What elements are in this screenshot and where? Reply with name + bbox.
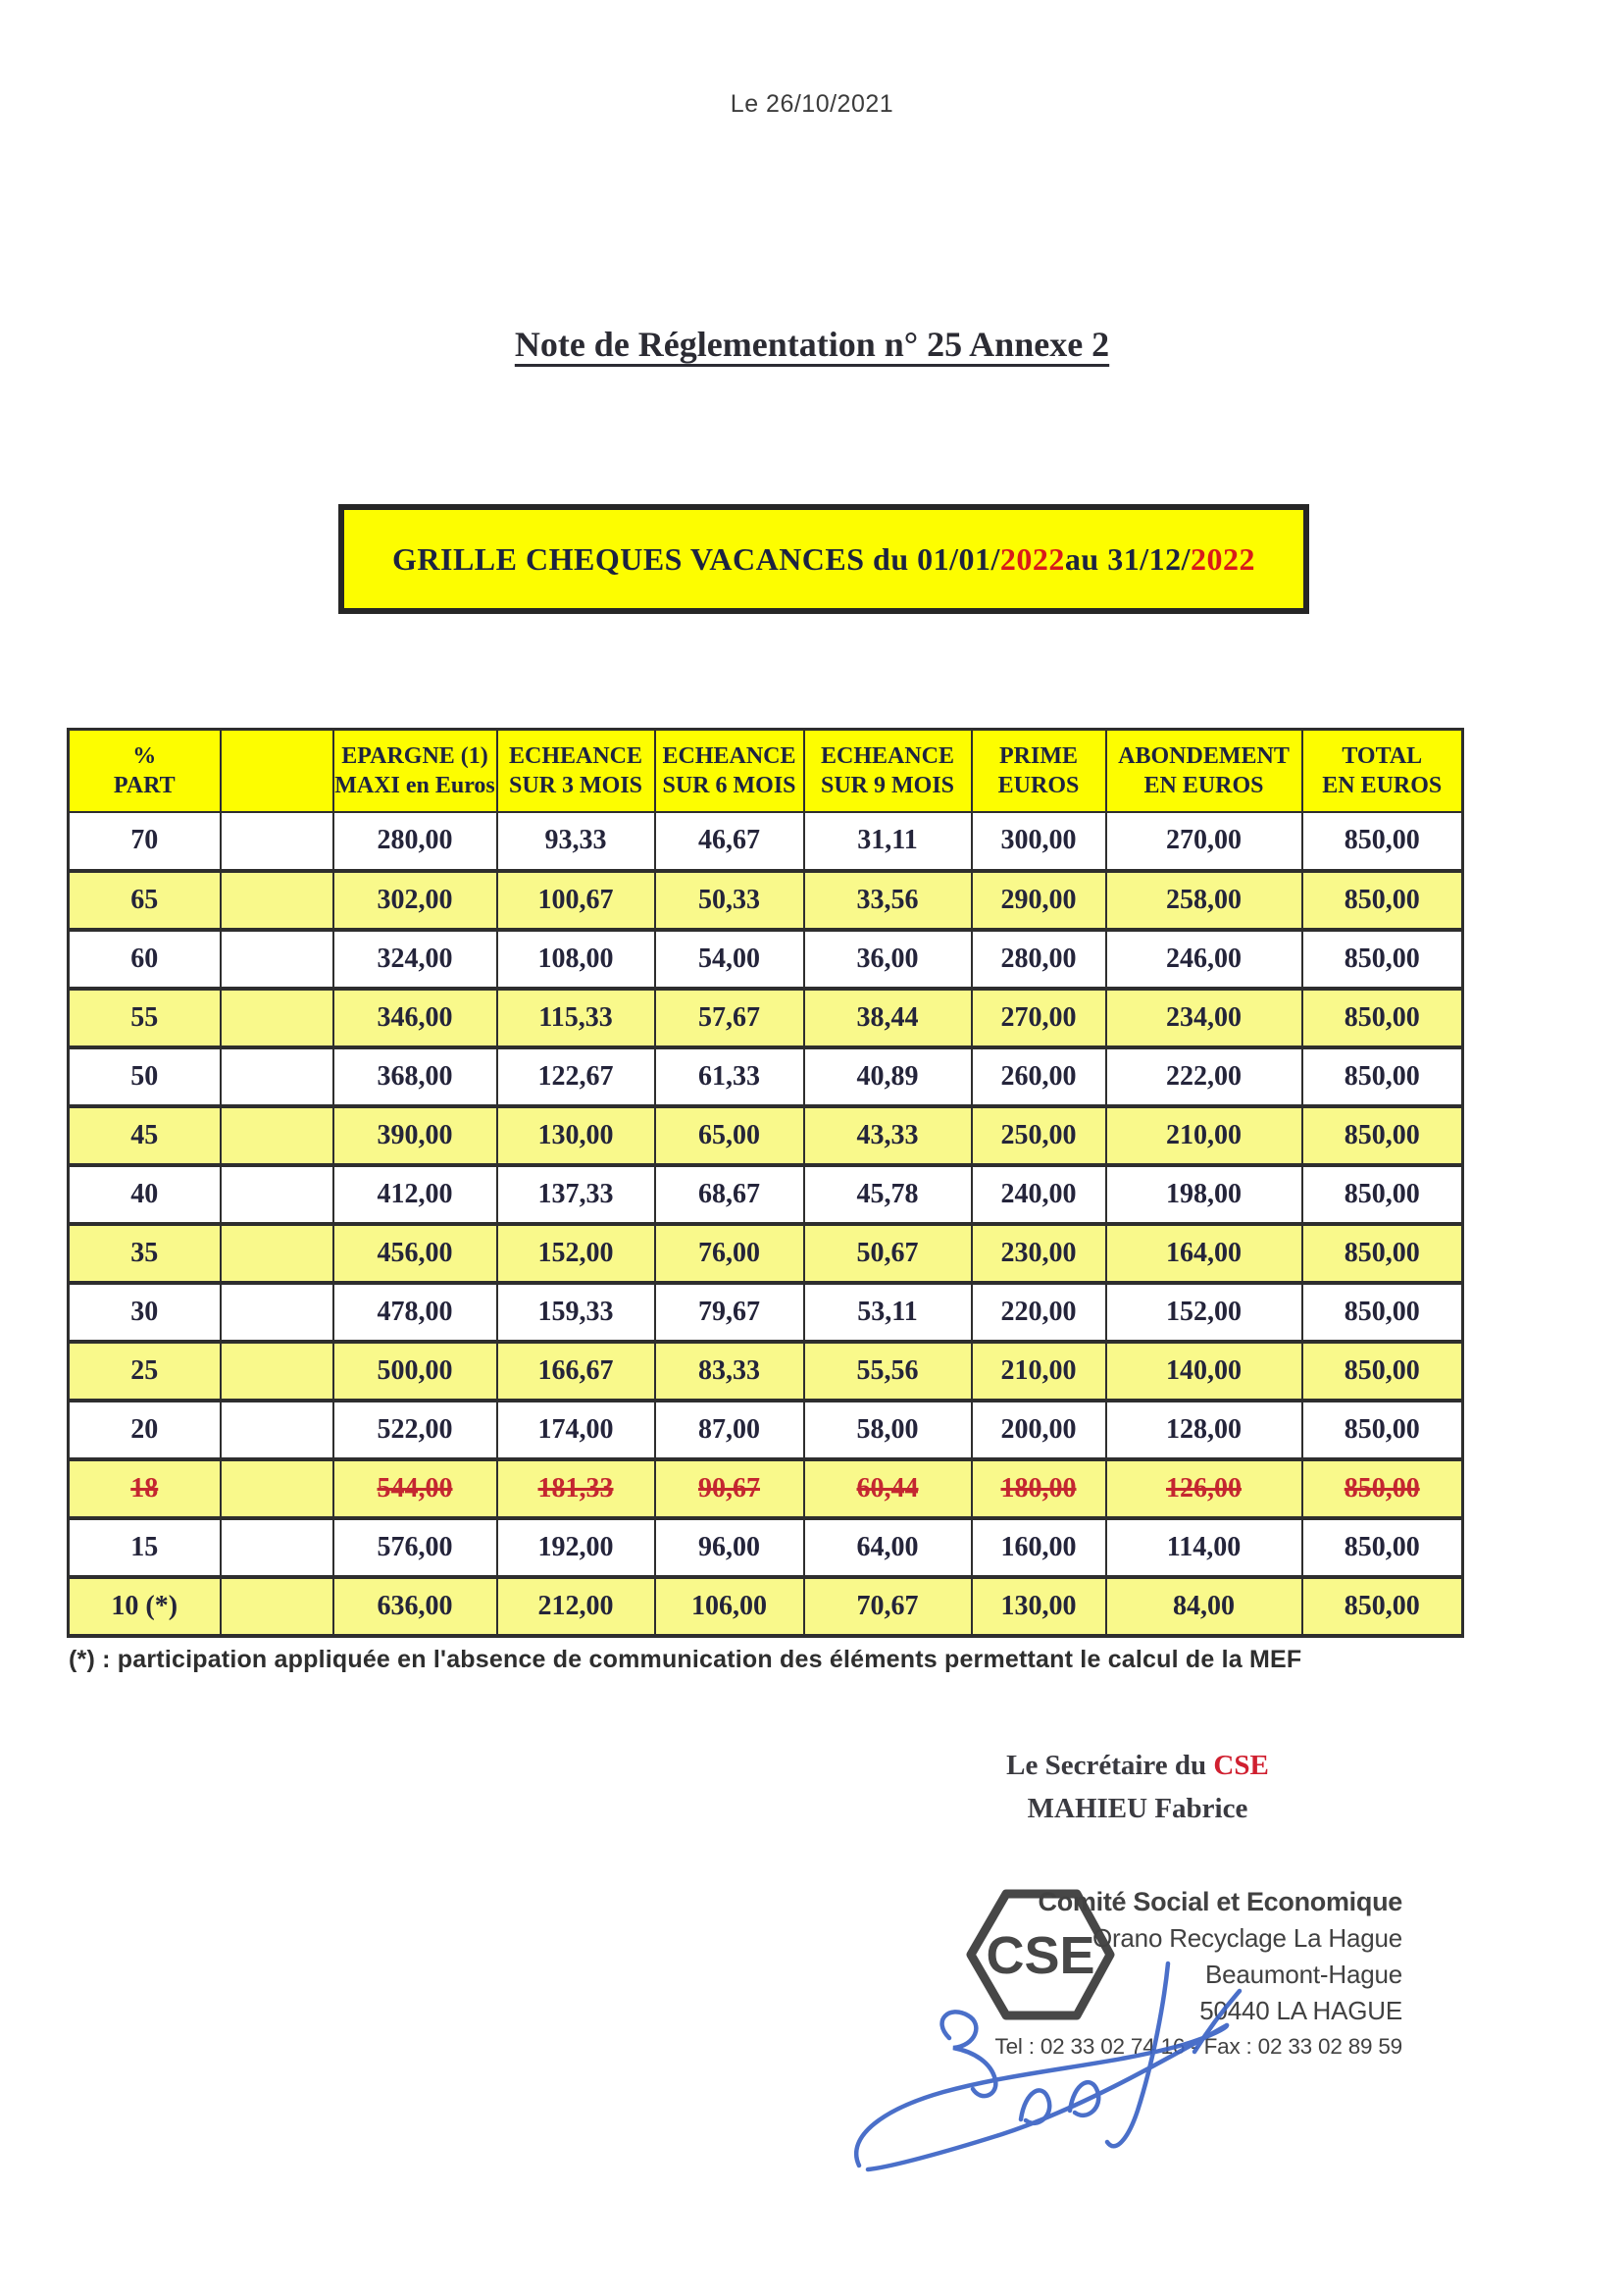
value-cell: 850,00 <box>1302 1106 1463 1165</box>
value-cell: 456,00 <box>333 1224 497 1283</box>
value-cell: 100,67 <box>497 871 655 930</box>
value-cell: 544,00 <box>333 1459 497 1518</box>
value-cell: 258,00 <box>1106 871 1302 930</box>
value-cell: 850,00 <box>1302 1224 1463 1283</box>
empty-cell <box>221 1459 333 1518</box>
table-row <box>69 1459 1463 1518</box>
value-cell: 128,00 <box>1106 1401 1302 1459</box>
empty-cell <box>221 1224 333 1283</box>
value-cell: 260,00 <box>972 1047 1106 1106</box>
value-cell: 212,00 <box>497 1577 655 1636</box>
value-cell: 114,00 <box>1106 1518 1302 1577</box>
value-cell: 198,00 <box>1106 1165 1302 1224</box>
empty-cell <box>221 812 333 871</box>
stamp-text-block <box>971 1883 1402 2065</box>
part-percent-cell: 60 <box>69 930 221 989</box>
value-cell: 137,33 <box>497 1165 655 1224</box>
value-cell: 106,00 <box>655 1577 804 1636</box>
table-row <box>69 1047 1463 1106</box>
date-line: Le 26/10/2021 <box>730 90 894 118</box>
page-title: Note de Réglementation n° 25 Annexe 2 <box>514 325 1110 364</box>
part-percent-cell: 25 <box>69 1342 221 1401</box>
value-cell: 324,00 <box>333 930 497 989</box>
value-cell: 58,00 <box>804 1401 972 1459</box>
value-cell: 300,00 <box>972 812 1106 871</box>
column-header <box>221 730 333 812</box>
value-cell: 43,33 <box>804 1106 972 1165</box>
value-cell: 302,00 <box>333 871 497 930</box>
column-header: TOTAL EN EUROS <box>1302 730 1463 812</box>
empty-cell <box>221 1165 333 1224</box>
empty-cell <box>221 1106 333 1165</box>
banner-year-start: 2022 <box>999 540 1065 577</box>
part-percent-cell: 40 <box>69 1165 221 1224</box>
value-cell: 850,00 <box>1302 1165 1463 1224</box>
table-row <box>69 1518 1463 1577</box>
table-row <box>69 1577 1463 1636</box>
value-cell: 390,00 <box>333 1106 497 1165</box>
value-cell: 850,00 <box>1302 1283 1463 1342</box>
value-cell: 79,67 <box>655 1283 804 1342</box>
value-cell: 181,33 <box>497 1459 655 1518</box>
empty-cell <box>221 1047 333 1106</box>
value-cell: 174,00 <box>497 1401 655 1459</box>
value-cell: 60,44 <box>804 1459 972 1518</box>
value-cell: 76,00 <box>655 1224 804 1283</box>
value-cell: 140,00 <box>1106 1342 1302 1401</box>
banner-year-end: 2022 <box>1191 540 1255 577</box>
value-cell: 270,00 <box>1106 812 1302 871</box>
stamp-org-name: Comité Social et Economique <box>1038 1887 1402 1916</box>
grid-table-body <box>69 812 1463 1636</box>
value-cell: 576,00 <box>333 1518 497 1577</box>
value-cell: 108,00 <box>497 930 655 989</box>
part-percent-cell: 55 <box>69 989 221 1047</box>
value-cell: 96,00 <box>655 1518 804 1577</box>
part-percent-cell: 70 <box>69 812 221 871</box>
value-cell: 126,00 <box>1106 1459 1302 1518</box>
banner-text-middle: au 31/12/ <box>1064 540 1191 577</box>
value-cell: 412,00 <box>333 1165 497 1224</box>
part-percent-cell: 10 (*) <box>69 1577 221 1636</box>
value-cell: 53,11 <box>804 1283 972 1342</box>
value-cell: 850,00 <box>1302 1401 1463 1459</box>
column-header: ECHEANCE SUR 6 MOIS <box>655 730 804 812</box>
footnote: (*) : participation appliquée en l'absence de communication des éléments permettant le calcul de la MEF <box>69 1646 1302 1673</box>
cheques-vacances-table <box>67 728 1464 1638</box>
value-cell: 166,67 <box>497 1342 655 1401</box>
value-cell: 270,00 <box>972 989 1106 1047</box>
value-cell: 200,00 <box>972 1401 1106 1459</box>
cse-logo-text: CSE <box>986 1926 1095 1985</box>
value-cell: 115,33 <box>497 989 655 1047</box>
empty-cell <box>221 871 333 930</box>
value-cell: 50,33 <box>655 871 804 930</box>
value-cell: 850,00 <box>1302 1577 1463 1636</box>
value-cell: 50,67 <box>804 1224 972 1283</box>
empty-cell <box>221 1577 333 1636</box>
value-cell: 478,00 <box>333 1283 497 1342</box>
column-header: EPARGNE (1) MAXI en Euros <box>333 730 497 812</box>
value-cell: 522,00 <box>333 1401 497 1459</box>
value-cell: 130,00 <box>972 1577 1106 1636</box>
value-cell: 122,67 <box>497 1047 655 1106</box>
table-row <box>69 930 1463 989</box>
value-cell: 250,00 <box>972 1106 1106 1165</box>
value-cell: 234,00 <box>1106 989 1302 1047</box>
grid-title-banner <box>338 504 1309 614</box>
part-percent-cell: 20 <box>69 1401 221 1459</box>
value-cell: 850,00 <box>1302 812 1463 871</box>
value-cell: 192,00 <box>497 1518 655 1577</box>
value-cell: 36,00 <box>804 930 972 989</box>
value-cell: 850,00 <box>1302 1459 1463 1518</box>
value-cell: 222,00 <box>1106 1047 1302 1106</box>
value-cell: 38,44 <box>804 989 972 1047</box>
part-percent-cell: 30 <box>69 1283 221 1342</box>
secretary-title-line <box>922 1744 1353 1787</box>
table-row <box>69 1283 1463 1342</box>
value-cell: 70,67 <box>804 1577 972 1636</box>
value-cell: 346,00 <box>333 989 497 1047</box>
value-cell: 850,00 <box>1302 1342 1463 1401</box>
secretary-name: MAHIEU Fabrice <box>1027 1793 1248 1824</box>
value-cell: 850,00 <box>1302 1047 1463 1106</box>
value-cell: 210,00 <box>1106 1106 1302 1165</box>
value-cell: 65,00 <box>655 1106 804 1165</box>
empty-cell <box>221 1518 333 1577</box>
column-header: ECHEANCE SUR 9 MOIS <box>804 730 972 812</box>
value-cell: 130,00 <box>497 1106 655 1165</box>
value-cell: 61,33 <box>655 1047 804 1106</box>
value-cell: 31,11 <box>804 812 972 871</box>
part-percent-cell: 65 <box>69 871 221 930</box>
part-percent-cell: 35 <box>69 1224 221 1283</box>
value-cell: 850,00 <box>1302 930 1463 989</box>
part-percent-cell: 50 <box>69 1047 221 1106</box>
column-header: PRIME EUROS <box>972 730 1106 812</box>
value-cell: 90,67 <box>655 1459 804 1518</box>
table-row <box>69 871 1463 930</box>
table-row <box>69 1106 1463 1165</box>
empty-cell <box>221 1283 333 1342</box>
value-cell: 83,33 <box>655 1342 804 1401</box>
value-cell: 246,00 <box>1106 930 1302 989</box>
value-cell: 280,00 <box>972 930 1106 989</box>
stamp-phone-fax: Tel : 02 33 02 74 16 - Fax : 02 33 02 89 59 <box>994 2034 1402 2059</box>
value-cell: 159,33 <box>497 1283 655 1342</box>
value-cell: 57,67 <box>655 989 804 1047</box>
table-row <box>69 1342 1463 1401</box>
table-row <box>69 989 1463 1047</box>
value-cell: 850,00 <box>1302 989 1463 1047</box>
empty-cell <box>221 1342 333 1401</box>
table-row <box>69 812 1463 871</box>
table-row <box>69 1401 1463 1459</box>
table-row <box>69 1165 1463 1224</box>
value-cell: 280,00 <box>333 812 497 871</box>
part-percent-cell: 45 <box>69 1106 221 1165</box>
empty-cell <box>221 989 333 1047</box>
value-cell: 850,00 <box>1302 1518 1463 1577</box>
value-cell: 40,89 <box>804 1047 972 1106</box>
value-cell: 84,00 <box>1106 1577 1302 1636</box>
value-cell: 68,67 <box>655 1165 804 1224</box>
value-cell: 87,00 <box>655 1401 804 1459</box>
stamp-address-3: 50440 LA HAGUE <box>1199 1996 1402 2025</box>
value-cell: 93,33 <box>497 812 655 871</box>
value-cell: 290,00 <box>972 871 1106 930</box>
table-row <box>69 1224 1463 1283</box>
value-cell: 55,56 <box>804 1342 972 1401</box>
value-cell: 636,00 <box>333 1577 497 1636</box>
table-header-row <box>69 730 1463 812</box>
value-cell: 180,00 <box>972 1459 1106 1518</box>
stamp-address-2: Beaumont-Hague <box>1205 1960 1402 1989</box>
value-cell: 500,00 <box>333 1342 497 1401</box>
value-cell: 850,00 <box>1302 871 1463 930</box>
value-cell: 152,00 <box>1106 1283 1302 1342</box>
part-percent-cell: 15 <box>69 1518 221 1577</box>
value-cell: 64,00 <box>804 1518 972 1577</box>
value-cell: 368,00 <box>333 1047 497 1106</box>
secretary-block <box>922 1744 1353 1830</box>
column-header: ABONDEMENT EN EUROS <box>1106 730 1302 812</box>
value-cell: 230,00 <box>972 1224 1106 1283</box>
secretary-cse-text: CSE <box>1213 1750 1269 1781</box>
value-cell: 45,78 <box>804 1165 972 1224</box>
value-cell: 160,00 <box>972 1518 1106 1577</box>
part-percent-cell: 18 <box>69 1459 221 1518</box>
value-cell: 164,00 <box>1106 1224 1302 1283</box>
banner-text-prefix: GRILLE CHEQUES VACANCES du 01/01/ <box>391 540 1000 577</box>
empty-cell <box>221 1401 333 1459</box>
value-cell: 210,00 <box>972 1342 1106 1401</box>
value-cell: 220,00 <box>972 1283 1106 1342</box>
value-cell: 240,00 <box>972 1165 1106 1224</box>
value-cell: 46,67 <box>655 812 804 871</box>
column-header: ECHEANCE SUR 3 MOIS <box>497 730 655 812</box>
value-cell: 152,00 <box>497 1224 655 1283</box>
empty-cell <box>221 930 333 989</box>
value-cell: 54,00 <box>655 930 804 989</box>
secretary-title-text: Le Secrétaire du <box>1006 1750 1214 1781</box>
column-header: % PART <box>69 730 221 812</box>
value-cell: 33,56 <box>804 871 972 930</box>
stamp-address-1: Orano Recyclage La Hague <box>1091 1923 1402 1953</box>
